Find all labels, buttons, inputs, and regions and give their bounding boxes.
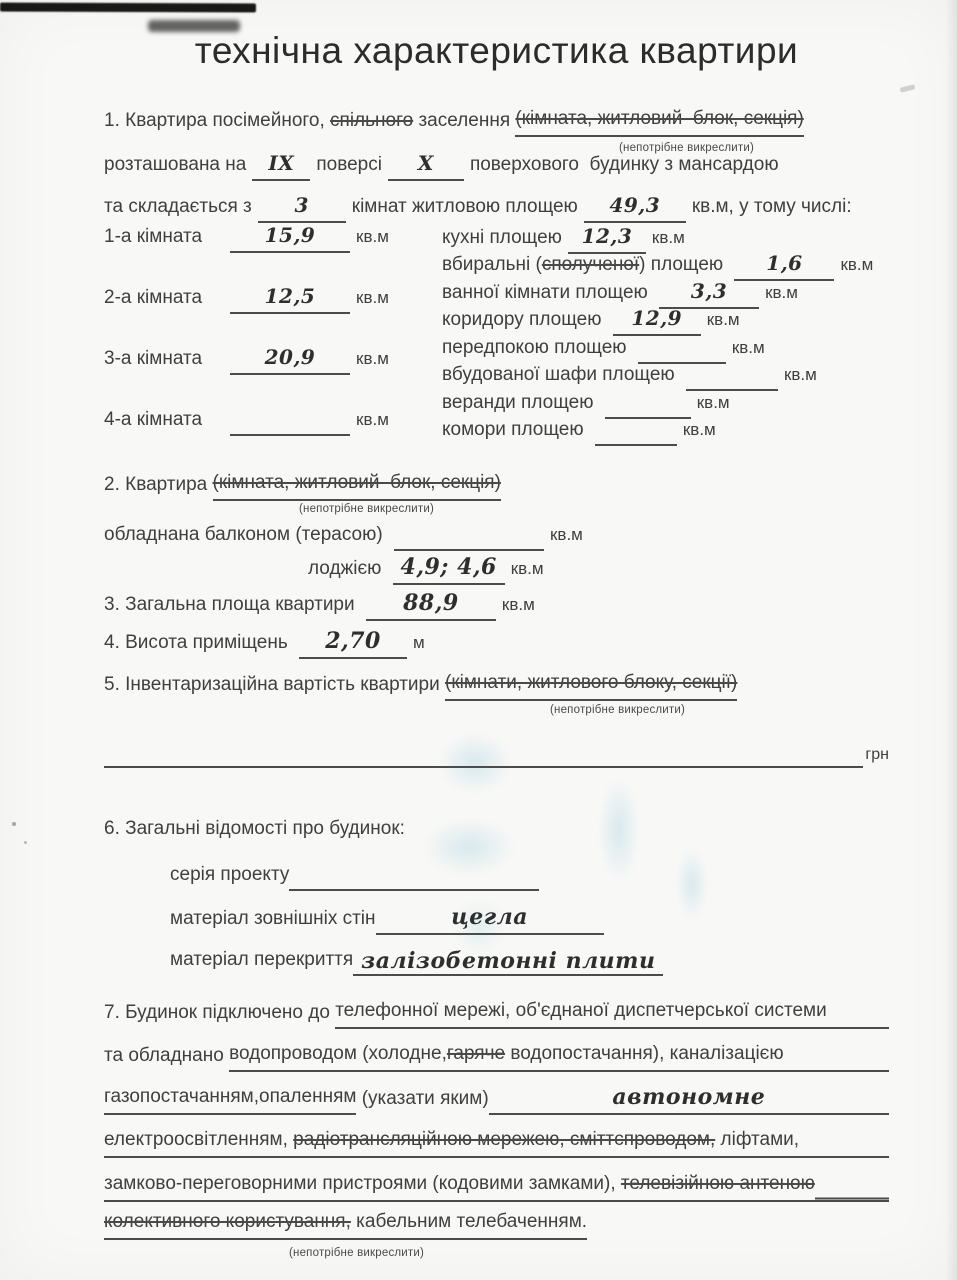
loggia-row: [308, 554, 544, 585]
collective-use-struck: колективного користування,: [104, 1209, 351, 1240]
telephone-network-text: телефонної мережі, об'єднаної диспетчерської системи: [335, 998, 827, 1029]
section5-struck-options: (кімнати, житлового блоку, секції): [445, 670, 737, 701]
loggia-label: лоджією: [308, 558, 387, 579]
unit-sqm: кв.м: [549, 525, 583, 544]
strike-note: (непотрібне викреслити): [619, 142, 755, 154]
unit-sqm: кв.м: [356, 410, 389, 429]
kitchen-area-field: 12,3: [568, 223, 646, 254]
rule-filler: [827, 1024, 889, 1029]
unit-uah: грн: [865, 746, 889, 763]
room-row-1: [104, 223, 442, 253]
floors-material-label: матеріал перекриття: [170, 949, 354, 970]
section-6: [104, 816, 889, 986]
room1-area-field: 15,9: [230, 222, 350, 253]
living-area-label: кімнат житловою площею: [351, 196, 578, 217]
corridor-row: [442, 306, 889, 337]
amount-field: [104, 766, 863, 768]
strike-note: (непотрібне викреслити): [299, 503, 435, 515]
unit-sqm: кв.м: [510, 559, 544, 578]
unit-sqm: кв.м: [501, 595, 535, 614]
section7-line5: [104, 1171, 889, 1202]
cable-tv-text: кабельним телебаченням.: [351, 1209, 587, 1240]
room4-label: 4-а кімната: [104, 409, 203, 430]
living-area-suffix: кв.м, у тому числі:: [691, 196, 852, 217]
room-row-4: [104, 410, 442, 436]
corridor-area-field: 12,9: [613, 305, 701, 336]
ceiling-height-label: 4. Висота приміщень: [104, 632, 294, 653]
section1-line2: [104, 150, 779, 181]
scan-dot: [24, 841, 27, 844]
section7-line2: [104, 1041, 889, 1072]
walls-material-label: матеріал зовнішніх стін: [170, 908, 376, 929]
rule-filler: [784, 1067, 889, 1072]
section2-struck-options: (кімната, житловий блок, секція): [213, 470, 501, 501]
room-row-2: [104, 284, 442, 314]
heating-type-field: автономне: [489, 1084, 889, 1115]
lavatory-area-field: 1,6: [734, 250, 834, 281]
building-mansard-label: поверхового будинку з мансардою: [469, 154, 779, 175]
building-info-heading: 6. Загальні відомості про будинок:: [104, 818, 405, 839]
gas-heating-text: газопостачанням,опаленням: [104, 1084, 356, 1115]
connected-to-label: 7. Будинок підключено до: [104, 1002, 336, 1023]
unit-sqm: кв.м: [356, 349, 389, 368]
room3-label: 3-а кімната: [104, 348, 203, 369]
rooms-count-label: та складається з: [104, 196, 252, 217]
veranda-label: веранди площею: [442, 391, 599, 413]
pantry-label: комори площею: [442, 419, 589, 440]
total-area-field: 88,9: [366, 590, 496, 621]
unit-sqm: кв.м: [706, 310, 740, 329]
ceiling-height-field: 2,70: [299, 628, 407, 659]
radio-garbage-struck: радіотрансляційною мережею, сміттєпроводом,: [293, 1127, 715, 1158]
water-supply-text: водопроводом (холодне,: [229, 1041, 447, 1072]
unit-sqm: кв.м: [783, 365, 817, 384]
scan-mark-top-right: [900, 84, 916, 92]
unit-sqm: кв.м: [651, 227, 685, 247]
unit-m: м: [413, 633, 425, 652]
section-5: [104, 670, 889, 730]
total-area-row: [104, 590, 889, 621]
floors-material-row: [170, 947, 663, 976]
section7-line6: [104, 1209, 889, 1240]
total-floors-field: X: [388, 150, 464, 181]
room3-area-field: 20,9: [230, 344, 350, 375]
section1-line1: [104, 106, 804, 137]
walls-material-row: [170, 904, 604, 935]
floors-of-label: поверсі: [316, 154, 382, 175]
total-area-label: 3. Загальна площа квартири: [104, 594, 360, 615]
unit-sqm: кв.м: [356, 227, 389, 246]
loggia-area-field: 4,9; 4,6: [393, 554, 505, 585]
hallway-row: [442, 337, 889, 364]
section-2: [104, 470, 889, 590]
unit-sqm: кв.м: [765, 282, 798, 302]
section7-line4: [104, 1127, 889, 1158]
section-7: [104, 996, 889, 1266]
intercom-text: замково-переговорними пристроями (кодовими замками),: [104, 1171, 621, 1202]
pantry-area-field: [595, 441, 677, 446]
pantry-row: [442, 420, 889, 447]
corridor-label: коридору площею: [442, 309, 607, 330]
section1-struck-word: спільного: [330, 110, 414, 131]
room-row-3: [104, 345, 442, 375]
section-4: [104, 628, 889, 659]
unit-sqm: кв.м: [840, 255, 874, 274]
lavatory-label: вбиральні (: [442, 254, 542, 275]
wardrobe-row: [442, 365, 889, 392]
balcony-row: [104, 522, 583, 551]
specify-which-label: (указати яким): [356, 1088, 489, 1109]
equipped-with-label: та обладнано: [104, 1045, 230, 1066]
balcony-area-field: [394, 546, 544, 551]
section7-line3: [104, 1084, 889, 1115]
ceiling-height-row: [104, 628, 889, 659]
section1-line1-mid: заселення: [413, 110, 516, 131]
hot-water-struck: гаряче: [447, 1041, 505, 1072]
room2-label: 2-а кімната: [104, 287, 203, 308]
unit-sqm: кв.м: [682, 420, 716, 439]
wardrobe-label: вбудованої шафи площею: [442, 364, 680, 385]
lavatory-label-end: ) площею: [639, 254, 729, 275]
strike-note: (непотрібне викреслити): [289, 1247, 425, 1259]
scan-dot: [12, 822, 16, 826]
rooms-left-column: [104, 223, 442, 457]
strike-note: (непотрібне викреслити): [550, 704, 686, 716]
inventory-value-label: 5. Інвентаризаційна вартість квартири: [104, 674, 445, 695]
floor-label: розташована на: [104, 154, 247, 175]
section7-line1: [104, 998, 889, 1029]
inventory-value-line: [104, 670, 889, 701]
section1-struck-options: (кімната, житловий блок, секція): [515, 106, 803, 137]
sewerage-text: водопостачання), каналізацією: [505, 1041, 784, 1072]
page-title: технічна характеристика квартири: [194, 30, 799, 71]
electric-lighting-text: електроосвітленням,: [104, 1127, 293, 1158]
rule-filler: [799, 1153, 889, 1158]
room1-label: 1-а кімната: [104, 226, 203, 247]
room4-area-field: [230, 431, 350, 436]
bathroom-label: ванної кімнати площею: [442, 281, 654, 303]
section-1: [104, 106, 889, 226]
section1-line3: [104, 192, 852, 223]
project-series-label: серія проекту: [170, 864, 290, 885]
rooms-block: [104, 223, 889, 457]
kitchen-label: кухні площею: [442, 226, 562, 248]
veranda-row: [442, 392, 889, 419]
hallway-label: передпокою площею: [442, 336, 632, 358]
section-3: [104, 590, 889, 621]
living-area-field: 49,3: [584, 192, 686, 223]
rooms-count-field: 3: [258, 192, 346, 223]
floors-material-field: залізобетонні плити: [353, 948, 663, 976]
unit-sqm: кв.м: [356, 288, 389, 307]
unit-sqm: кв.м: [696, 392, 730, 412]
room2-area-field: 12,5: [230, 283, 350, 314]
unit-sqm: кв.м: [731, 337, 765, 357]
strike-rule-filler: [815, 1197, 889, 1202]
elevators-text: ліфтами,: [715, 1127, 799, 1158]
section1-line1-text: 1. Квартира посімейного,: [104, 110, 331, 131]
veranda-area-field: [605, 414, 691, 419]
lavatory-struck-word: сполученої: [541, 254, 640, 275]
floor-value-field: IX: [252, 150, 310, 181]
rooms-right-column: [442, 223, 889, 457]
project-series-field: [289, 886, 539, 891]
section2-label: 2. Квартира: [104, 474, 213, 495]
walls-material-field: цегла: [376, 904, 604, 935]
bathroom-area-field: 3,3: [659, 278, 759, 309]
balcony-label: обладнана балконом (терасою): [104, 524, 388, 545]
project-series-row: [170, 862, 539, 891]
tv-antenna-struck: телевізійною антеною: [621, 1171, 815, 1202]
amount-line: [104, 744, 929, 768]
